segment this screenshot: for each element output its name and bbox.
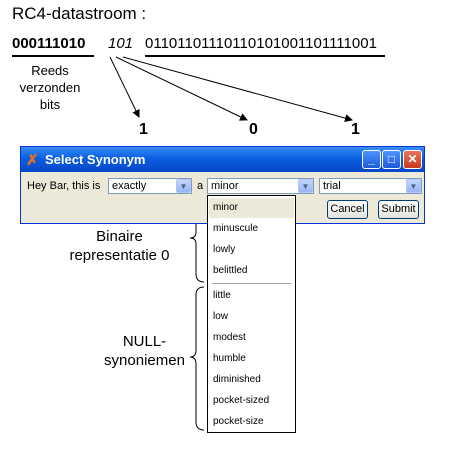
word-select-3[interactable] bbox=[319, 178, 422, 194]
current-bits: 101 bbox=[108, 35, 134, 52]
minimize-button[interactable] bbox=[362, 150, 381, 169]
annotation-line: NULL- bbox=[122, 333, 167, 350]
maximize-button[interactable] bbox=[382, 150, 401, 169]
word-select-1-value: exactly bbox=[112, 180, 147, 192]
list-item[interactable]: minuscule bbox=[213, 223, 259, 234]
list-item[interactable]: modest bbox=[213, 332, 246, 343]
caption-line: bits bbox=[39, 97, 61, 112]
annotation-line: synoniemen bbox=[104, 352, 185, 369]
sentence-prefix: Hey Bar, this is bbox=[27, 180, 101, 192]
app-icon: ✗ bbox=[26, 152, 39, 169]
bit-value-2: 0 bbox=[249, 121, 258, 138]
chevron-down-icon[interactable]: ▼ bbox=[406, 179, 421, 193]
title-bar[interactable] bbox=[21, 147, 424, 172]
list-item[interactable]: pocket-size bbox=[213, 416, 264, 427]
list-item-selected[interactable]: minor bbox=[209, 198, 294, 218]
caption-line: Reeds bbox=[31, 63, 69, 78]
synonym-dropdown-list bbox=[207, 195, 296, 433]
submit-button[interactable]: Submit bbox=[378, 200, 419, 219]
window-title: Select Synonym bbox=[45, 152, 146, 167]
bit-value-3: 1 bbox=[351, 121, 360, 138]
chevron-down-icon[interactable]: ▼ bbox=[298, 179, 313, 193]
sent-bits: 000111010 bbox=[12, 35, 86, 52]
list-item[interactable]: belittled bbox=[213, 265, 248, 276]
list-item[interactable]: low bbox=[213, 311, 229, 322]
close-button[interactable] bbox=[403, 150, 422, 169]
bit-arrow-3 bbox=[123, 57, 352, 120]
word-select-2-value: minor bbox=[211, 180, 239, 192]
list-item[interactable]: lowly bbox=[213, 244, 236, 255]
annotation-line: Binaire bbox=[96, 228, 143, 245]
list-divider bbox=[212, 283, 291, 284]
bit-value-1: 1 bbox=[139, 121, 148, 138]
cancel-button[interactable]: Cancel bbox=[327, 200, 368, 219]
page-title: RC4-datastroom : bbox=[12, 4, 147, 23]
binary-annotation bbox=[52, 227, 187, 265]
article-label: a bbox=[197, 180, 204, 192]
word-select-3-value: trial bbox=[323, 180, 341, 192]
null-annotation bbox=[92, 332, 197, 370]
list-item[interactable]: little bbox=[213, 290, 231, 301]
minimize-icon: _ bbox=[368, 152, 375, 166]
chevron-down-icon[interactable]: ▼ bbox=[176, 179, 191, 193]
caption-line: verzonden bbox=[19, 80, 81, 95]
word-select-1[interactable] bbox=[108, 178, 192, 194]
close-icon: ✕ bbox=[407, 152, 418, 166]
maximize-icon: □ bbox=[387, 152, 396, 166]
remaining-bits: 01101101110110101001101111001 bbox=[145, 35, 377, 52]
list-item[interactable]: pocket-sized bbox=[213, 395, 270, 406]
list-item[interactable]: diminished bbox=[213, 374, 261, 385]
annotation-line: representatie 0 bbox=[69, 247, 170, 264]
word-select-2[interactable] bbox=[207, 178, 314, 194]
list-item[interactable]: humble bbox=[213, 353, 246, 364]
